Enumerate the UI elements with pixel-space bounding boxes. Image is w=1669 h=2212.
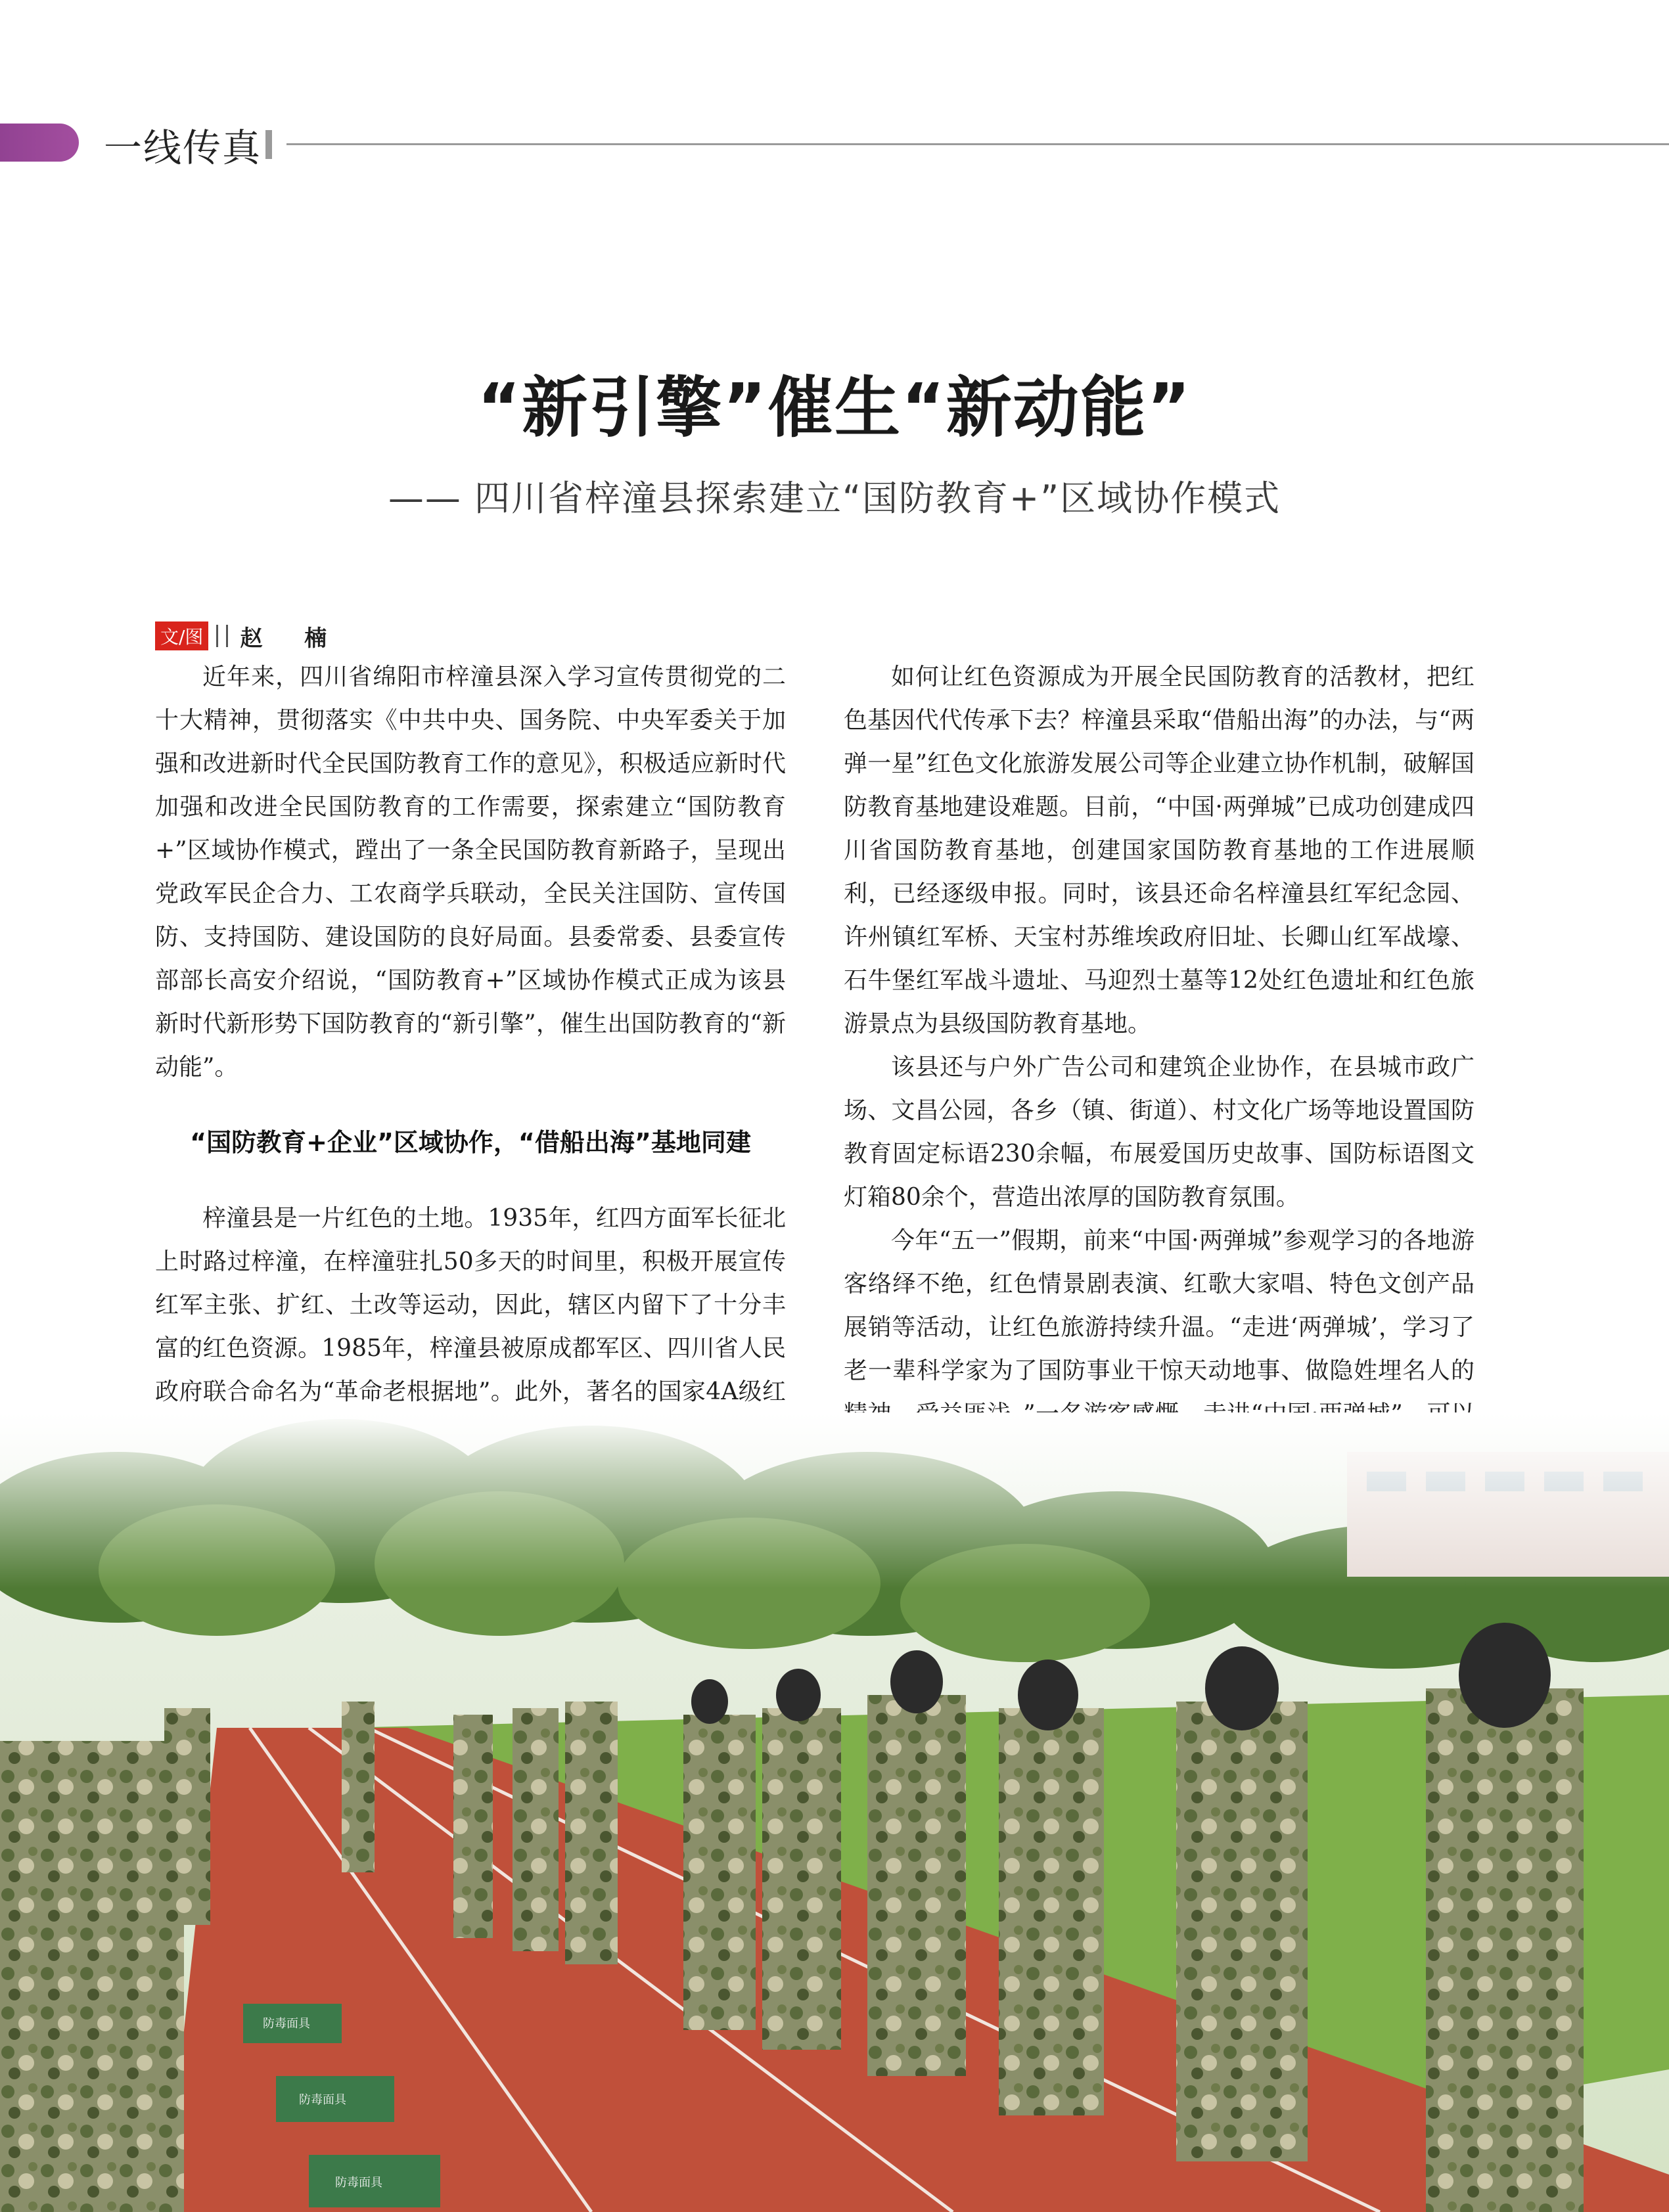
paragraph: 如何让红色资源成为开展全民国防教育的活教材，把红色基因代代传承下去？梓潼县采取“借船出海”的办法，与“两弹一星”红色文化旅游发展公司等企业建立协作机制，破解国防教育基地建设难题。目前，“中国·两弹城”已成功创建成四川省国防教育基地，创建国家国防教育基地的工作进展顺利，已经逐级申报。同时，该县还命名梓潼县红军纪念园、许州镇红军桥、天宝村苏维埃政府旧址、长卿山红军战壕、石牛堡红军战斗遗址、马迎烈士墓等12处红色遗址和红色旅游景点为县级国防教育基地。 — [844, 664, 1475, 1037]
section-label: 一线传真 — [104, 125, 262, 170]
drill-photo — [0, 1412, 1669, 2212]
byline-separator — [216, 625, 228, 647]
section-tab-marker — [0, 124, 79, 162]
section-divider-tick — [265, 130, 272, 159]
article-title: “新引擎”催生“新动能” — [477, 369, 1192, 446]
header-rule — [286, 143, 1669, 145]
paragraph: 近年来，四川省绵阳市梓潼县深入学习宣传贯彻党的二十大精神，贯彻落实《中共中央、国务院、中央军委关于加强和改进新时代全民国防教育工作的意见》，积极适应新时代加强和改进全民国防教育的工作需要，探索建立“国防教育+”区域协作模式，蹚出了一条全民国防教育新路子，呈现出党政军民企合力、工农商学兵联动，全民关注国防、宣传国防、支持国防、建设国防的良好局面。县委常委、县委宣传部部长高安介绍说，“国防教育+”区域协作模式正成为该县新时代新形势下国防教育的“新引擎”，催生出国防教育的“新动能”。 — [155, 664, 786, 1081]
author-name: 赵 楠 — [240, 625, 344, 652]
right-column — [844, 656, 1475, 1523]
left-column — [155, 656, 786, 1501]
paragraph: 今年“五一”假期，前来“中国·两弹城”参观学习的各地游客络绎不绝，红色情景剧表演、红歌大家唱、特色文创产品展销等活动，让红色旅游持续升温。“走进‘两弹城’，学习了老一辈科学家为了国防事业干惊天动地事、做隐姓埋名人的 — [844, 1227, 1475, 1384]
article-subtitle: —— 四川省梓潼县探索建立“国防教育+”区域协作模式 — [388, 478, 1281, 519]
paragraph: 梓潼县是一片红色的土地。1935年，红四方面军长征北上时路过梓潼，在梓潼驻扎50多天的时间里，积极开展宣传红军主张、扩红、土改等运动，因此，辖区内留下了十分丰富的红色资源。1985年，梓潼县被原成都军区、四川省人民政府联合命名为“革命老根据地”。此外，著名的国家4A级红 — [155, 1205, 786, 1405]
paragraph: 该县还与户外广告公司和建筑企业协作，在县城市政广场、文昌公园，各乡（镇、街道）、村文化广场等地设置国防教育固定标语230余幅，布展爱国历史故事、国防标语图文灯箱80余个，营造出浓厚的国防教育氛围。 — [844, 1054, 1475, 1211]
byline — [155, 623, 344, 652]
section-heading: “国防教育+企业”区域协作，“借船出海”基地同建 — [190, 1128, 751, 1157]
byline-tag: 文/图 — [155, 621, 208, 650]
